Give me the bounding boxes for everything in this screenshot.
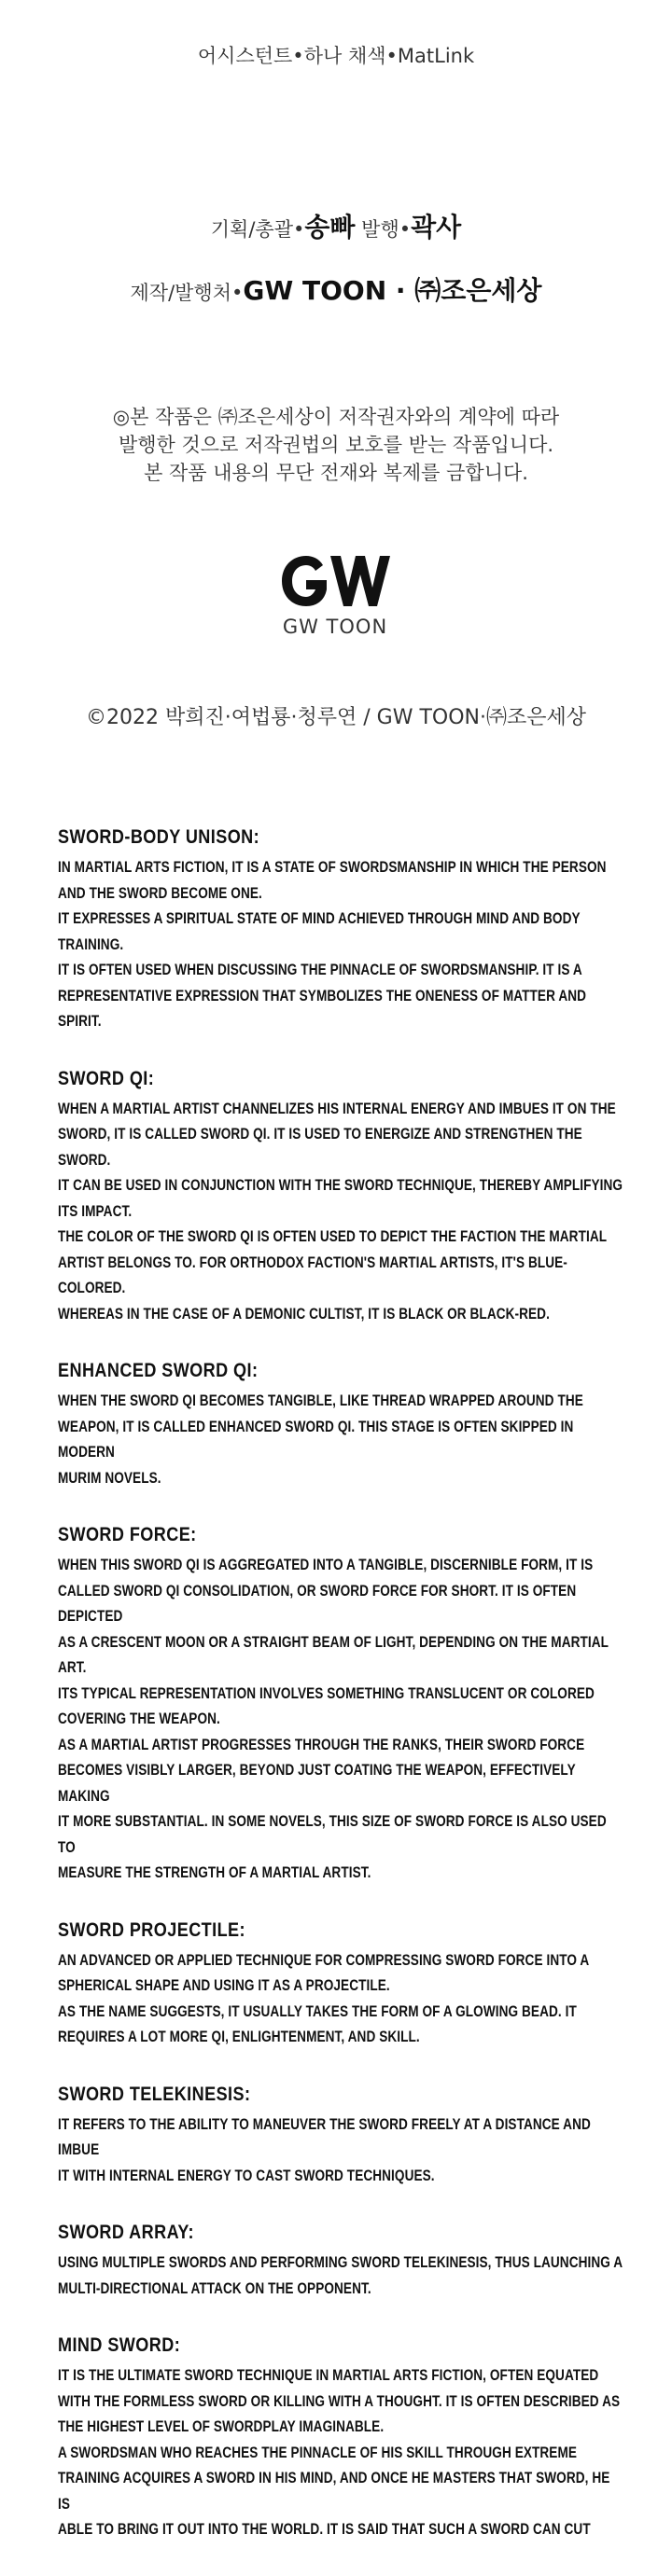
glossary-definition <box>58 2362 625 2542</box>
glossary-definition <box>58 1096 625 1327</box>
definition-line: SPHERICAL SHAPE AND USING IT AS A PROJECTILE. <box>58 1976 390 1994</box>
definition-line: REQUIRES A LOT MORE QI, ENLIGHTENMENT, AND SKILL. <box>58 2028 420 2045</box>
planning-name: 송빠 <box>304 212 356 242</box>
definition-line: AN ADVANCED OR APPLIED TECHNIQUE FOR COMPRESSING SWORD FORCE INTO A <box>58 1950 590 1969</box>
definition-line: IT IS THE ULTIMATE SWORD TECHNIQUE IN MARTIAL ARTS FICTION, OFTEN EQUATED <box>58 2366 599 2384</box>
definition-line: COVERING THE WEAPON. <box>58 1710 220 1727</box>
definition-line: AND THE SWORD BECOME ONE. <box>58 883 262 902</box>
notice-line: 발행한 것으로 저작권법의 보호를 받는 작품입니다. <box>118 434 554 456</box>
definition-line: MEASURE THE STRENGTH OF A MARTIAL ARTIST. <box>58 1863 371 1881</box>
glossary-term: SWORD FORCE: <box>58 1524 197 1545</box>
production-label: 제작/발행처• <box>130 282 244 304</box>
definition-line: TRAINING. <box>58 935 124 953</box>
glossary-entry <box>58 2222 627 2301</box>
publish-label: 발행• <box>355 218 412 241</box>
definition-line: IT MORE SUBSTANTIAL. IN SOME NOVELS, THIS SIZE OF SWORD FORCE IS ALSO USED TO <box>58 1812 607 1856</box>
definition-line: ART. <box>58 1658 87 1676</box>
glossary-definition <box>58 2112 625 2189</box>
glossary-entry <box>58 1068 627 1327</box>
assistant-credit: 어시스턴트•하나 채색•MatLink <box>197 45 475 67</box>
definition-line: IT IS OFTEN USED WHEN DISCUSSING THE PINNACLE OF SWORDSMANSHIP. IT IS A <box>58 961 582 978</box>
definition-line: ITS TYPICAL REPRESENTATION INVOLVES SOMETHING TRANSLUCENT OR COLORED <box>58 1683 595 1702</box>
glossary-term: SWORD TELEKINESIS: <box>58 2083 251 2105</box>
glossary-entry <box>58 2334 627 2542</box>
glossary-definition <box>58 1947 625 2050</box>
glossary-term: MIND SWORD: <box>58 2334 181 2356</box>
definition-line: ITS IMPACT. <box>58 1201 133 1220</box>
notice-line: ◎본 작품은 ㈜조은세상이 저작권자와의 계약에 따라 <box>112 406 560 428</box>
glossary-entry <box>58 826 627 1034</box>
definition-line: A SWORDSMAN WHO REACHES THE PINNACLE OF HIS SKILL THROUGH EXTREME <box>58 2443 578 2461</box>
definition-line: WHEN THE SWORD QI BECOMES TANGIBLE, LIKE THREAD WRAPPED AROUND THE <box>58 1392 583 1409</box>
glossary-term: SWORD-BODY UNISON: <box>58 826 260 848</box>
glossary-term: SWORD QI: <box>58 1067 155 1089</box>
glossary <box>58 826 627 2576</box>
definition-line: ARTIST BELONGS TO. FOR ORTHODOX FACTION'S MARTIAL ARTISTS, IT'S BLUE-COLORED. <box>58 1253 567 1296</box>
definition-line: WEAPON, IT IS CALLED ENHANCED SWORD QI. THIS STAGE IS OFTEN SKIPPED IN MODERN <box>58 1417 574 1461</box>
glossary-definition <box>58 1552 625 1886</box>
definition-line: CALLED SWORD QI CONSOLIDATION, OR SWORD FORCE FOR SHORT. IT IS OFTEN DEPICTED <box>58 1581 577 1625</box>
gw-logo-mark-icon <box>278 552 392 610</box>
production-credit <box>0 270 672 308</box>
definition-line: THE COLOR OF THE SWORD QI IS OFTEN USED TO DEPICT THE FACTION THE MARTIAL <box>58 1227 608 1245</box>
logo-text: GW TOON <box>282 616 388 638</box>
definition-line: SWORD, IT IS CALLED SWORD QI. IT IS USED TO ENERGIZE AND STRENGTHEN THE SWORD. <box>58 1125 582 1169</box>
definition-line: AS THE NAME SUGGESTS, IT USUALLY TAKES THE FORM OF A GLOWING BEAD. IT <box>58 2001 577 2020</box>
definition-line: THE HIGHEST LEVEL OF SWORDPLAY IMAGINABLE. <box>58 2417 385 2435</box>
definition-line: MURIM NOVELS. <box>58 1468 161 1487</box>
definition-line: IT REFERS TO THE ABILITY TO MANEUVER THE SWORD FREELY AT A DISTANCE AND IMBUE <box>58 2114 591 2158</box>
glossary-term: SWORD PROJECTILE: <box>58 1918 245 1941</box>
definition-line: BECOMES VISIBLY LARGER, BEYOND JUST COATING THE WEAPON, EFFECTIVELY MAKING <box>58 1761 576 1805</box>
definition-line: WITH THE FORMLESS SWORD OR KILLING WITH A THOUGHT. IT IS OFTEN DESCRIBED AS <box>58 2391 621 2410</box>
glossary-definition <box>58 1388 625 1490</box>
definition-line: WHEN A MARTIAL ARTIST CHANNELIZES HIS INTERNAL ENERGY AND IMBUES IT ON THE <box>58 1099 616 1117</box>
definition-line: AS A MARTIAL ARTIST PROGRESSES THROUGH THE RANKS, THEIR SWORD FORCE <box>58 1735 585 1753</box>
definition-line: IT EXPRESSES A SPIRITUAL STATE OF MIND ACHIEVED THROUGH MIND AND BODY <box>58 909 581 927</box>
definition-line: REPRESENTATIVE EXPRESSION THAT SYMBOLIZES THE ONENESS OF MATTER AND SPIRIT. <box>58 986 587 1030</box>
publish-name: 곽사 <box>411 212 462 242</box>
glossary-entry <box>58 1524 627 1886</box>
definition-line: WHEREAS IN THE CASE OF A DEMONIC CULTIST, IT IS BLACK OR BLACK-RED. <box>58 1304 550 1323</box>
definition-line: MULTI-DIRECTIONAL ATTACK ON THE OPPONENT. <box>58 2278 371 2297</box>
definition-line: AS A CRESCENT MOON OR A STRAIGHT BEAM OF LIGHT, DEPENDING ON THE MARTIAL <box>58 1632 609 1651</box>
definition-line: TRAINING ACQUIRES A SWORD IN HIS MIND, AND ONCE HE MASTERS THAT SWORD, HE IS <box>58 2469 610 2513</box>
planning-label: 기획/총괄• <box>210 218 305 241</box>
definition-line: USING MULTIPLE SWORDS AND PERFORMING SWORD TELEKINESIS, THUS LAUNCHING A <box>58 2253 623 2271</box>
glossary-definition <box>58 854 625 1034</box>
definition-line: IN MARTIAL ARTS FICTION, IT IS A STATE OF SWORDSMANSHIP IN WHICH THE PERSON <box>58 858 607 876</box>
definition-line: IT WITH INTERNAL ENERGY TO CAST SWORD TECHNIQUES. <box>58 2166 435 2184</box>
definition-line: WHEN THIS SWORD QI IS AGGREGATED INTO A TANGIBLE, DISCERNIBLE FORM, IT IS <box>58 1556 594 1573</box>
planning-credit <box>0 207 672 244</box>
glossary-term: ENHANCED SWORD QI: <box>58 1360 259 1381</box>
definition-line: ABLE TO BRING IT OUT INTO THE WORLD. IT IS SAID THAT SUCH A SWORD CAN CUT <box>58 2520 591 2538</box>
glossary-entry <box>58 1360 627 1490</box>
glossary-entry <box>58 1919 627 2050</box>
glossary-definition <box>58 2250 625 2301</box>
copyright-notice <box>0 403 672 487</box>
definition-line: IT CAN BE USED IN CONJUNCTION WITH THE SWORD TECHNIQUE, THEREBY AMPLIFYING <box>58 1176 623 1194</box>
production-name: GW TOON · ㈜조은세상 <box>243 275 542 306</box>
glossary-term: SWORD ARRAY: <box>58 2222 194 2243</box>
copyright-line: ©2022 박희진·여법룡·청루연 / GW TOON·㈜조은세상 <box>86 706 586 729</box>
gw-toon-logo <box>278 552 392 638</box>
glossary-entry <box>58 2084 627 2189</box>
notice-line: 본 작품 내용의 무단 전재와 복제를 금합니다. <box>144 462 528 484</box>
